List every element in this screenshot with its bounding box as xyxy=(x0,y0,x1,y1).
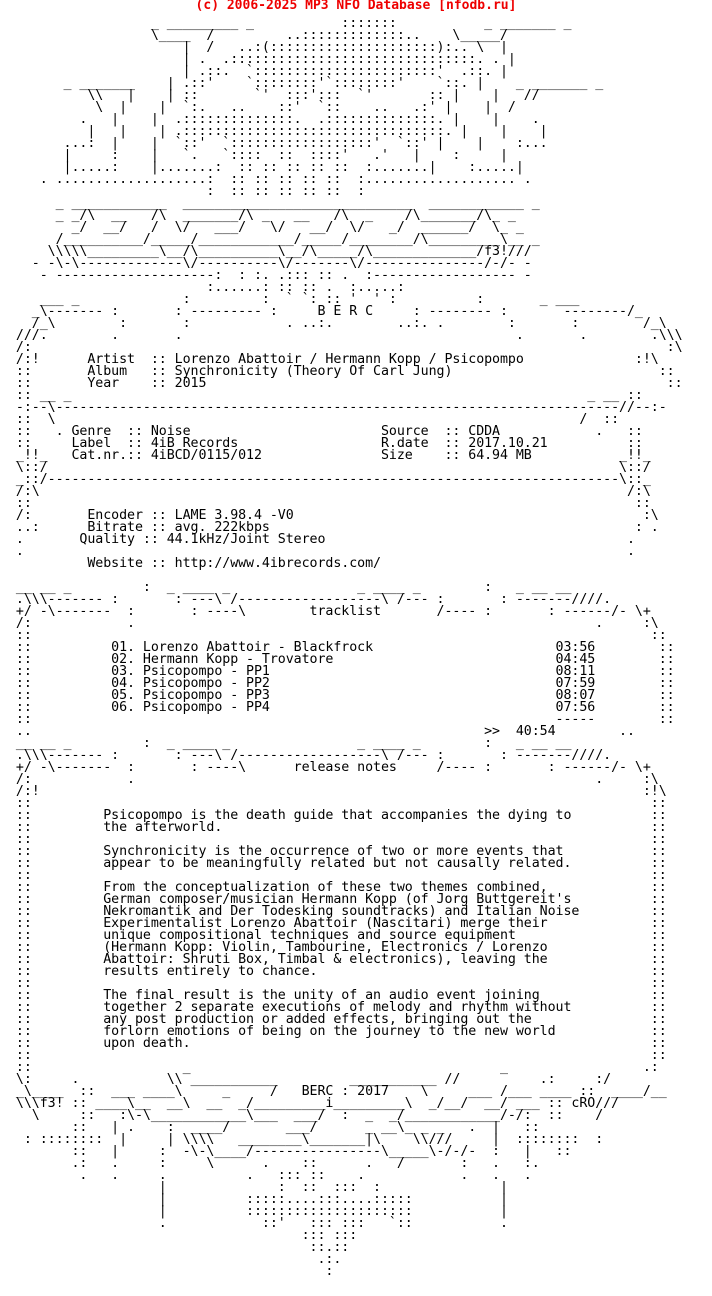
nfo-ascii-document xyxy=(8,18,683,1278)
nfo-line: :: 03. Psicopompo - PP1 08:11 :: xyxy=(8,664,675,679)
nfo-line: :: Year :: 2015 :: xyxy=(8,376,683,391)
nfo-line: ///. . . . . .\\\ xyxy=(8,328,683,343)
nfo-line: :: Abattoir: Shruti Box, Timbal & electronics), leaving the :: xyxy=(8,952,667,967)
nfo-line: :: _ _ .: xyxy=(8,1060,659,1075)
nfo-line: \____ / ..:::::::::::::.. \_____/ xyxy=(8,28,508,43)
nfo-line: :: forlorn emotions of being on the journey to the new world :: xyxy=(8,1024,667,1039)
nfo-line: | :::::....:::....::::: | xyxy=(8,1192,508,1207)
nfo-line: :......: :: :: . :.....: xyxy=(8,280,405,295)
nfo-line: | . .:::::::::::::::::::::::::::::::. . | xyxy=(8,52,516,67)
nfo-line: \::/ \::/ xyxy=(8,460,651,475)
nfo-line: +/ -\------- : : ----\ release notes /---- : : ------/- \+ xyxy=(8,760,651,775)
nfo-line: ..: Bitrate :: avg. 222kbps : . xyxy=(8,520,659,535)
nfo-line: :: 06. Psicopompo - PP4 07:56 :: xyxy=(8,700,675,715)
nfo-line: _ _________ _ ::::::: _ _______ _ xyxy=(8,16,572,31)
nfo-line: :: \ / :: xyxy=(8,412,620,427)
nfo-line: :: Nekromantik and Der Todesking soundtracks) and Italian Noise :: xyxy=(8,904,667,919)
nfo-line: | / ..:(:::::::::::::::::::::):.. \ | xyxy=(8,40,508,55)
nfo-line: : :: :: :: :: :: : xyxy=(8,184,366,199)
nfo-line: . ::' ::: ::: `:: . xyxy=(8,1216,508,1231)
nfo-line: :: 04. Psicopompo - PP2 07:59 :: xyxy=(8,676,675,691)
nfo-line: :: 01. Lorenzo Abattoir - Blackfrock 03:56 :: xyxy=(8,640,675,655)
nfo-line: ...: | | `::' `::::::::::::::::::' `::' | | :... xyxy=(8,136,548,151)
nfo-line: : :::::::: | | \\\\ ________\_______|\ \\/// | :::::::: : xyxy=(8,1132,604,1147)
nfo-line: .. >> 40:54 .. xyxy=(8,724,635,739)
nfo-line: :: results entirely to chance. :: xyxy=(8,964,667,979)
nfo-line: :: German composer/musician Hermann Kopp (of Jorg Buttgereit's :: xyxy=(8,892,667,907)
nfo-line: | ::::::::::::::::::::: | xyxy=(8,1204,508,1219)
nfo-line: \: . \\ ___________ ___________ // .: :/ xyxy=(8,1072,612,1087)
nfo-line: | : :: ::: : | xyxy=(8,1180,508,1195)
nfo-line: /:! Artist :: Lorenzo Abattoir / Hermann Kopp / Psicopompo :!\ xyxy=(8,352,659,367)
nfo-line: .\\\------- : : ---\ /------------------\ /--- : : -------////. xyxy=(8,748,612,763)
nfo-line: . ...................: :: :: :: :: :: :................... . xyxy=(8,172,532,187)
nfo-line: \\\f3! :: ____\__ __\ __ _/_________i_________\ _/__/ __/ ___ :: cRO/// xyxy=(8,1096,620,1111)
nfo-line: :: | . : ____/ ___/ _ __\_ _ _ . | :: xyxy=(8,1120,540,1135)
nfo-line: :: Synchronicity is the occurrence of two or more events that :: xyxy=(8,844,667,859)
nfo-line: /: Encoder :: LAME 3.98.4 -V0 :\ xyxy=(8,508,659,523)
nfo-line: +/ -\------- : : ----\ tracklist /---- : : ------/- \+ xyxy=(8,604,651,619)
nfo-line: . | | .::::::::::::::. .::::::::::::::. | | . xyxy=(8,112,540,127)
nfo-line: :: :: xyxy=(8,976,667,991)
nfo-line: :: 05. Psicopompo - PP3 08:07 :: xyxy=(8,688,675,703)
nfo-line: :: The final result is the unity of an audio event joining :: xyxy=(8,988,667,1003)
nfo-line: /_\ : : . ..:. ..:. . : : /_\ xyxy=(8,316,667,331)
nfo-line: . . . . ::: :: . . . . xyxy=(8,1168,532,1183)
nfo-line: _\____ :: ___ ____\ _ / BERC : 2017 \ ___ /___ ____ :: ____/__ xyxy=(8,1084,667,1099)
nfo-line: :: 02. Hermann Kopp - Trovatore 04:45 :: xyxy=(8,652,675,667)
nfo-line: :: the afterworld. :: xyxy=(8,820,667,835)
nfo-line: . Quality :: 44.1kHz/Joint Stereo . xyxy=(8,532,635,547)
nfo-line: /:\ /:\ xyxy=(8,484,651,499)
nfo-line: :: __ _ _ __ :: xyxy=(8,388,643,403)
nfo-line: :: unique compositional techniques and source equipment :: xyxy=(8,928,667,943)
nfo-line: \\ | | :: `' :::'::: `' :: | | // xyxy=(8,88,540,103)
nfo-line: _::/------------------------------------------------------------------------\::_ xyxy=(8,472,651,487)
nfodb-header-link[interactable]: (c) 2006-2025 MP3 NFO Database [nfodb.ru] xyxy=(195,0,517,13)
nfo-line: -:--\-----------------------------------------------------------------------//--:- xyxy=(8,400,667,415)
nfo-line: _\------- : : --------- : B E R C : -------- : --------/_ xyxy=(8,304,643,319)
nfo-line: /: . . :\ xyxy=(8,772,659,787)
nfo-line: :: From the conceptualization of these two themes combined, :: xyxy=(8,880,667,895)
nfo-line: :: :: xyxy=(8,1048,667,1063)
nfo-line: _ ____________ _____________________________ ____________ _ xyxy=(8,196,540,211)
nfo-line: :: :: xyxy=(8,628,667,643)
nfo-line: .: . : \ . :: . / : . :. xyxy=(8,1156,540,1171)
nfo-line: .:. xyxy=(8,1252,342,1267)
nfo-line: : xyxy=(8,1264,334,1279)
nfo-line: :: Label :: 4iB Records R.date :: 2017.10.21 :: xyxy=(8,436,643,451)
nfo-line: :: Experimentalist Lorenzo Abattoir (Nascitari) merge their :: xyxy=(8,916,667,931)
nfo-line: /: :\ xyxy=(8,340,683,355)
nfo-line: :: together 2 separate executions of melody and rhythm without :: xyxy=(8,1000,667,1015)
nfo-line: :: :: xyxy=(8,868,667,883)
nfo-line: .\\\------- : : ---\ /------------------\ /--- : : -------////. xyxy=(8,592,612,607)
nfo-line: _/ __/ / \/ ___/ \/ __/ \/ _/ ______/ \_ _ xyxy=(8,220,524,235)
nfo-line: __ __ _ : _ ____ _ _ ____ _ : _ __ __ xyxy=(8,736,572,751)
nfo-line: . . xyxy=(8,544,635,559)
nfo-line: :: | : -\-\____/----------------\_____\-/-/- : | :: xyxy=(8,1144,572,1159)
nfo-line: /__________/_____/____________/_____/________/\_________\__ _ xyxy=(8,232,540,247)
nfo-line: /: . . :\ xyxy=(8,616,659,631)
nfo-line: _!!_ Cat.nr.:: 4iBCD/0115/012 Size :: 64.94 MB _!!_ xyxy=(8,448,651,463)
nfo-line: - -\-\-------------\/----------\/-------\/---------------/-/- - xyxy=(8,256,532,271)
nfo-line: ::.:: xyxy=(8,1240,350,1255)
nfo-line: _ _______ | .::' `::::::::'`::::::::' `::. | _ _______ _ xyxy=(8,76,604,91)
nfo-line: _ _/\ __ /\ _______/\ _ __ /\ _ /\_______/\_ _ xyxy=(8,208,516,223)
nfo-line: :: :: xyxy=(8,496,651,511)
nfo-line: \ | | `:. .. ::' `:: .. .:' | | / xyxy=(8,100,516,115)
nfo-line: :: any post production or added effects, bringing out the :: xyxy=(8,1012,667,1027)
nfo-line: :: (Hermann Kopp: Violin, Tambourine, Electronics / Lorenzo :: xyxy=(8,940,667,955)
nfo-line: :: upon death. :: xyxy=(8,1036,667,1051)
nfo-line: :: :: xyxy=(8,832,667,847)
nfo-line: | .::. `:::::::::::::::::::::::' .::. | xyxy=(8,64,508,79)
nfo-line: ::: ::: xyxy=(8,1228,358,1243)
nfo-line: - --------------------: : :. .::: :: . :------------------ - xyxy=(8,268,532,283)
nfo-line: :: Album :: Synchronicity (Theory Of Carl Jung) :: xyxy=(8,364,675,379)
nfo-line: :: ----- :: xyxy=(8,712,675,727)
nfo-line: /:! :!\ xyxy=(8,784,667,799)
nfo-line: :: :: xyxy=(8,796,667,811)
nfo-line: :: . Genre :: Noise Source :: CDDA . :: xyxy=(8,424,643,439)
nfo-line: \ :: :\-\____________\___ ___/ : _ _/____________/-/: :: / xyxy=(8,1108,604,1123)
nfo-line: | | | .:::::::::::::::::::::::::::::::::. | | | xyxy=(8,124,548,139)
nfo-line: \\\\\_________\__/\__________\__/\_____/\_____________/f3!/// xyxy=(8,244,532,259)
nfo-line: ___ _ : : ` `: :: ' ' : : _ ___ xyxy=(8,292,580,307)
nfo-line: Website :: http://www.4ibrecords.com/ xyxy=(8,556,381,571)
nfo-line: |.....: |.......: :: :: :: :: :: :.......| :.....| xyxy=(8,160,524,175)
nfo-line: :: appear to be meaningfully related but not causally related. :: xyxy=(8,856,667,871)
nfo-line: __ __ _ : _ ____ _ _ ____ _ : _ __ __ xyxy=(8,580,572,595)
nfo-line: | : | `. `:::: :: ::::' .' | : | xyxy=(8,148,508,163)
nfo-line: :: Psicopompo is the death guide that accompanies the dying to :: xyxy=(8,808,667,823)
